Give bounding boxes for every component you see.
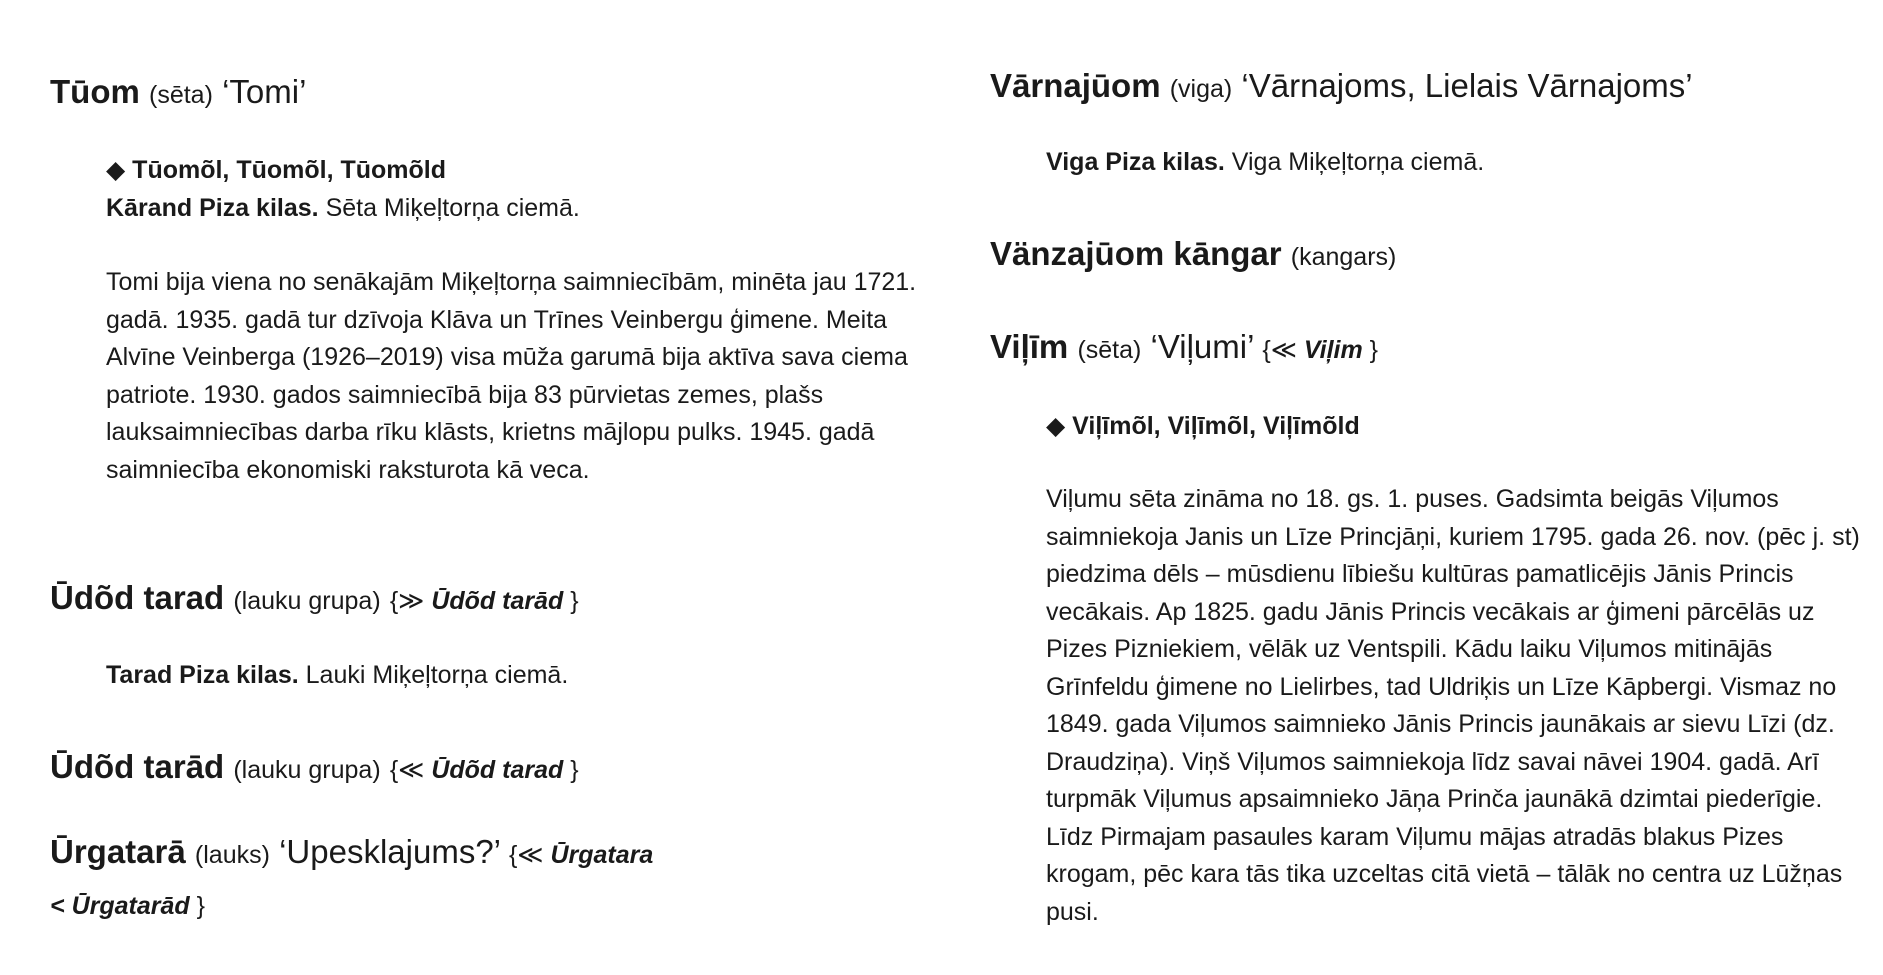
etym-word: Viļim <box>1303 336 1363 364</box>
source-label: Viga Piza kilas. <box>1046 148 1225 176</box>
headword: Viļīm <box>990 328 1069 365</box>
entry-urgatara-head <box>50 832 653 875</box>
etym-word: Ūdõd tarād <box>431 587 564 615</box>
entry-udod-tarad-source <box>106 657 568 695</box>
headword: Ūdõd tarad <box>50 579 225 616</box>
gloss: ‘Upesklajums?’ <box>279 833 500 870</box>
cont-word: Ūrgatarād <box>71 892 190 920</box>
gloss: ‘Vārnajoms, Lielais Vārnajoms’ <box>1241 67 1693 104</box>
entry-vilim-forms: ◆ Viļīmõl, Viļīmõl, Viļīmõld <box>1046 412 1360 440</box>
grammar-note: (kangars) <box>1290 243 1397 271</box>
source-line <box>106 190 580 228</box>
etym-open: {≫ <box>389 587 425 615</box>
entry-vilim-paragraph: Viļumu sēta zināma no 18. gs. 1. puses. Gadsimta beigās Viļumos saimniekoja Janis un Līze Princjāņi, kuriem 1795. gada 26. nov. (pēc j. st) piedzima dēls – mūsdienu lībiešu kultūras pamatlicējis Jānis Princis vecākais. Ap 1825. gadu Jānis Princis vecākais ar ģimeni pārcēlās uz Pizes Pizniekiem, vēlāk uz Ventspili. Kādu laiku Viļumos mitinājās Grīnfeldu ģimene no Lielirbes, tad Uldriķis un Līze Kāpbergi. Vismaz no 1849. gada Viļumos saimnieko Jānis Princis jaunākais ar sievu Līzi (dz. Draudziņa). Viņš Viļumos saimniekoja līdz savai nāvei 1904. gadā. Arī turpmāk Viļumus apsaimnieko Jāņa Prinča jaunākā dzimtai piederīgie. Līdz Pirmajam pasaules karam Viļumu mājas atradās blakus Pizes krogam, pēc kara tās tika uzceltas citā vietā – tālāk no centra uz Lūžņas pusi. <box>1046 485 1860 926</box>
grammar-note: (sēta) <box>1077 336 1142 364</box>
entry-udod-tarad-long-head <box>50 747 579 790</box>
etym-open: {≪ <box>389 756 425 784</box>
source-label: Tarad Piza kilas. <box>106 661 299 689</box>
headword: Vārnajūom <box>990 67 1161 104</box>
etym-word: Ūdõd tarad <box>431 756 564 784</box>
grammar-note: (sēta) <box>149 81 213 109</box>
headword: Tūom <box>50 73 140 110</box>
entry-urgatara-etym-continuation <box>50 888 205 925</box>
etym-open: {≪ <box>508 841 544 869</box>
entry-vilim-head <box>990 327 1378 370</box>
etymology <box>1262 336 1378 364</box>
entry-varnajuom-source <box>1046 144 1484 182</box>
cont-close: } <box>196 892 205 920</box>
entry-tuom-paragraph: Tomi bija viena no senākajām Miķeļtorņa saimniecībām, minēta jau 1721. gadā. 1935. gadā tur dzīvoja Klāva un Trīnes Veinbergu ģimene. Meita Alvīne Veinberga (1926–2019) visa mūža garumā bija aktīva sava ciema patriote. 1930. gados saimniecībā bija 83 pūrvietas zemes, plašs lauksaimniecības darba rīku klāsts, krietns mājlopu pulks. 1945. gadā saimniecība ekonomiski raksturota kā veca. <box>106 268 917 484</box>
gloss: ‘Tomi’ <box>222 73 307 110</box>
etym-close: } <box>570 756 579 784</box>
source-label: Kārand Piza kilas. <box>106 193 319 222</box>
source-text: Viga Miķeļtorņa ciemā. <box>1231 148 1485 176</box>
etym-open: {≪ <box>1262 336 1297 364</box>
entry-vanzajuom-head <box>990 234 1396 277</box>
cont-open: < <box>50 892 65 920</box>
entry-udod-tarad-head <box>50 578 579 621</box>
inflected-forms: ◆ Tūomõl, Tūomõl, Tūomõld <box>106 156 447 184</box>
grammar-note: (lauku grupa) <box>233 756 381 784</box>
entry-tuom-body <box>106 152 580 227</box>
entry-tuom-head <box>50 72 306 115</box>
grammar-note: (lauks) <box>194 841 270 869</box>
source-text: Sēta Miķeļtorņa ciemā. <box>325 193 580 222</box>
etym-close: } <box>570 587 579 615</box>
grammar-note: (viga) <box>1169 75 1233 103</box>
entry-varnajuom-head <box>990 66 1693 109</box>
etymology <box>390 587 579 615</box>
etymology <box>390 756 579 784</box>
gloss: ‘Viļumi’ <box>1150 328 1254 365</box>
headword: Ūrgatarā <box>50 833 186 870</box>
etymology <box>509 841 653 869</box>
grammar-note: (lauku grupa) <box>233 587 381 615</box>
headword: Ūdõd tarād <box>50 748 225 785</box>
source-text: Lauki Miķeļtorņa ciemā. <box>305 661 569 689</box>
etym-close: } <box>1369 336 1379 364</box>
headword: Vänzajūom kāngar <box>990 235 1282 272</box>
etym-word: Ūrgatara <box>550 841 654 869</box>
